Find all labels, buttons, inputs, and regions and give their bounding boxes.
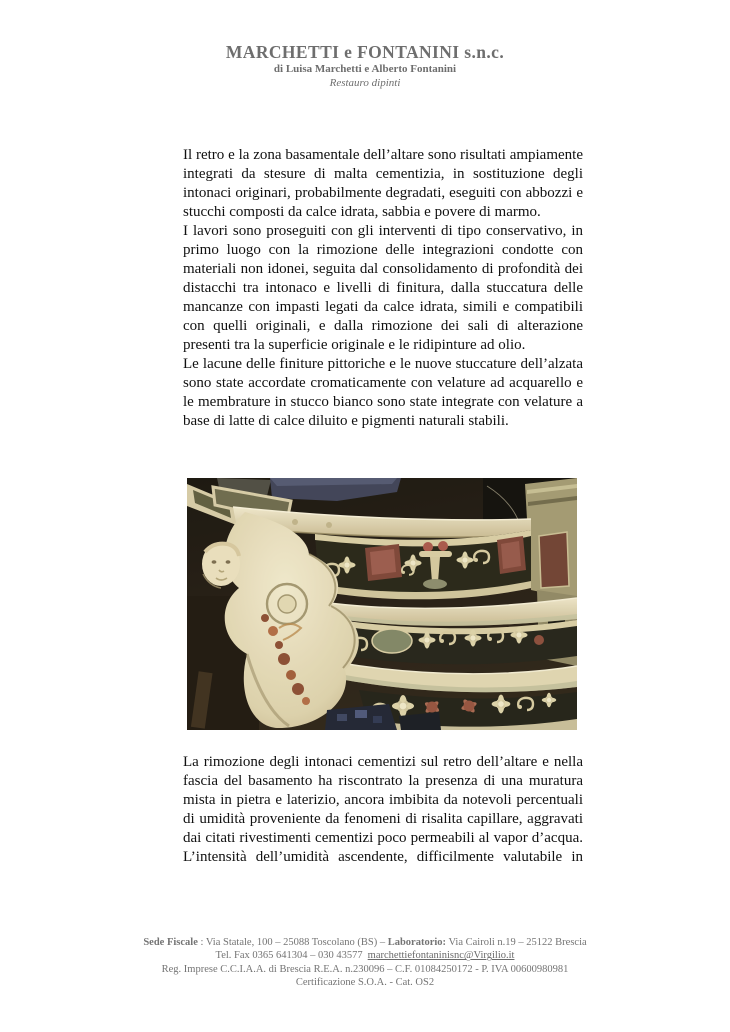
report-text-upper [183,146,583,431]
company-tagline: Restauro dipinti [329,77,401,89]
footer-laboratorio-address: Via Cairoli n.19 – 25122 Brescia [446,937,587,948]
footer-sede-fiscale-address: : Via Statale, 100 – 25088 Toscolano (BS) – [197,937,388,948]
footer-line-contacts [0,949,730,962]
paragraph-3: Le lacune delle finiture pittoriche e le nuove stuccature dell’alzata sono state accordate cromaticamente con velature ad acquarello e le membrature in stucco bianco sono state integrate con velature a base di latte di calce diluito e pigmenti naturali stabili. [183,356,583,429]
footer-label-laboratorio: Laboratorio: [387,937,447,948]
paragraph-4: La rimozione degli intonaci cementizi sul retro dell’altare e nella fascia del basamento ha riscontrato la presenza di una muratura mista in pietra e laterizio, ancora imbibita da notevoli percentuali di umidità proveniente da fenomeni di risalita capillare, aggravati dai citati rivestimenti cementizi poco permeabili al vapor d’acqua. L’intensità dell’umidità ascendente, difficilmente valutabile in [183,754,583,865]
page-footer [0,936,730,990]
footer-label-sede-fiscale: Sede Fiscale [143,937,198,948]
footer-line-certification: Certificazione S.O.A. - Cat. OS2 [295,977,435,989]
footer-line-addresses [0,936,730,949]
company-owners: di Luisa Marchetti e Alberto Fontanini [273,63,457,75]
footer-phone-fax: Tel. Fax 0365 641304 – 030 43577 [215,950,363,962]
altar-detail-photo [187,478,577,730]
footer-line-registration: Reg. Imprese C.C.I.A.A. di Brescia R.E.A. n.230096 – C.F. 01084250172 - P. IVA 00600980981 [161,963,569,975]
report-text-lower [183,753,583,867]
company-name: MARCHETTI e FONTANINI s.n.c. [225,42,505,62]
altar-photo-graphic [187,478,577,730]
paragraph-1: Il retro e la zona basamentale dell’altare sono risultati ampiamente integrati da stesure di malta cementizia, in sostituzione degli intonaci originari, probabilmente degradati, eseguiti con abbozzi e stucchi composti da calce idrata, sabbia e povere di marmo. [183,147,583,220]
footer-email-link[interactable]: marchettiefontaninisnc@Virgilio.it [367,950,515,962]
letterhead [0,44,730,90]
paragraph-2: I lavori sono proseguiti con gli interventi di tipo conservativo, in primo luogo con la rimozione delle integrazioni condotte con materiali non idonei, seguita dal consolidamento di profondità dei distacchi tra intonaco e livelli di finitura, dalla stuccatura delle mancanze con impasti legati da calce idrata, simili e compatibili con quelli originali, e dalla rimozione dei sali di alterazione presenti tra la superficie originale e le ridipinture ad olio. [183,223,583,353]
